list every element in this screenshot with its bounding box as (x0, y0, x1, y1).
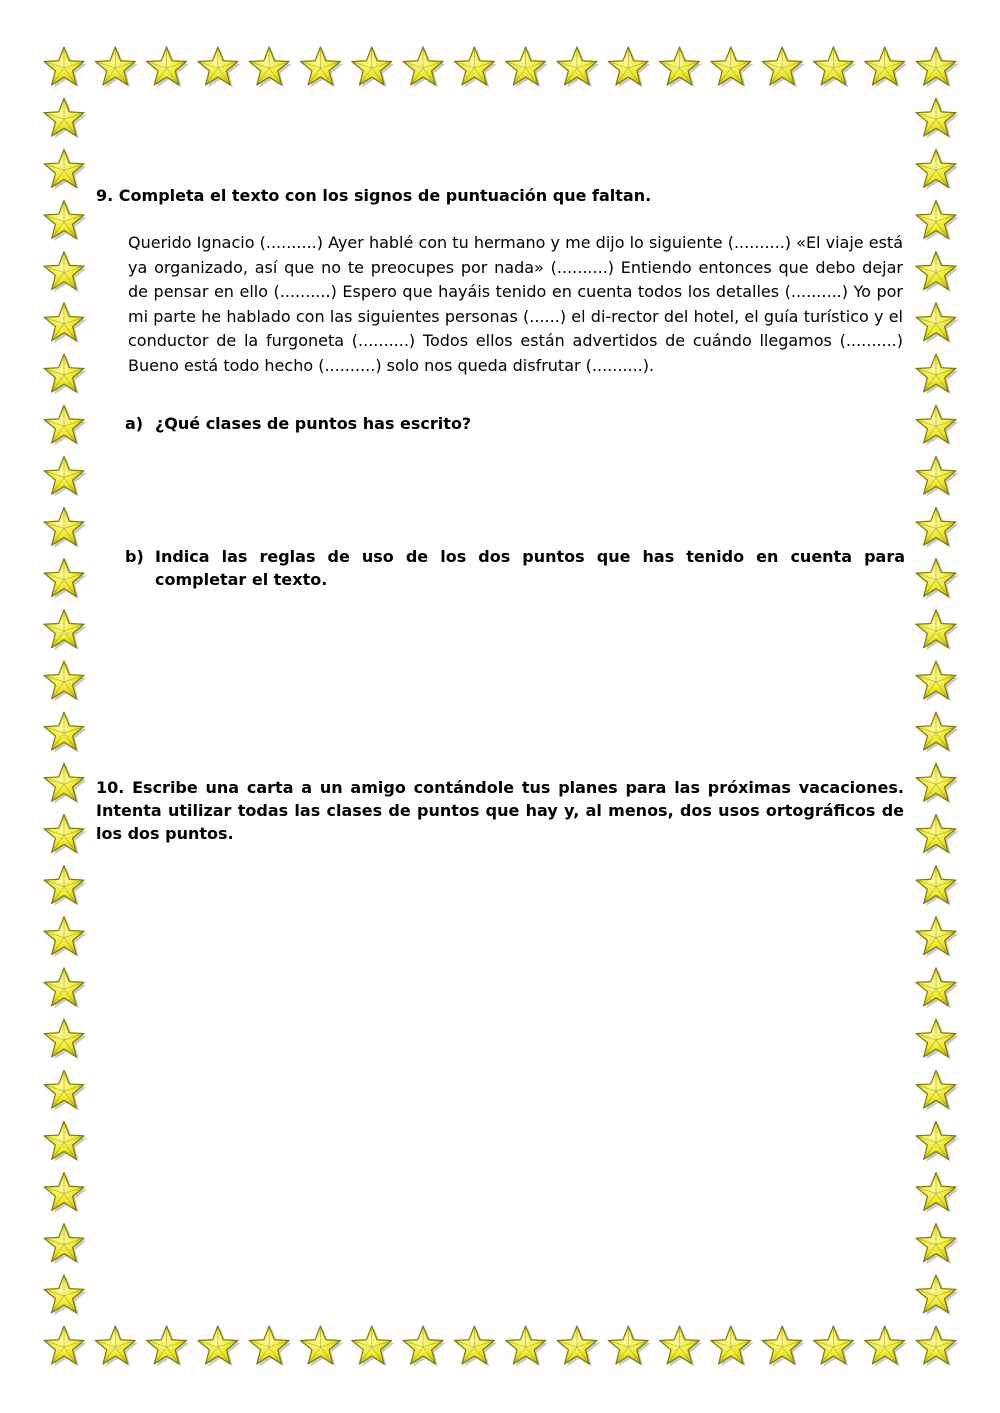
star-icon (916, 661, 958, 701)
star-icon (916, 1275, 958, 1315)
star-icon (865, 1326, 907, 1366)
star-icon (660, 47, 702, 87)
star-icon (44, 610, 86, 650)
star-icon (44, 1121, 86, 1161)
star-icon (454, 47, 496, 87)
star-icon (506, 47, 548, 87)
star-icon (44, 763, 86, 803)
star-icon (711, 1326, 753, 1366)
sub-question-a (125, 412, 905, 435)
star-icon (916, 712, 958, 752)
star-icon (95, 47, 137, 87)
star-icon (44, 507, 86, 547)
star-icon (44, 968, 86, 1008)
star-icon (44, 1173, 86, 1213)
star-icon (44, 712, 86, 752)
star-icon (352, 1326, 394, 1366)
star-icon (44, 98, 86, 138)
star-icon (557, 47, 599, 87)
star-icon (44, 1326, 86, 1366)
star-icon (44, 1275, 86, 1315)
star-icon (916, 354, 958, 394)
star-icon (44, 149, 86, 189)
star-icon (506, 1326, 548, 1366)
star-icon (147, 47, 189, 87)
sub-question-a-text: ¿Qué clases de puntos has escrito? (155, 414, 472, 433)
star-icon (916, 968, 958, 1008)
star-icon (916, 405, 958, 445)
question-10-title: 10. Escribe una carta a un amigo contándole tus planes para las próximas vacaciones. Intenta utilizar todas las clases de puntos que hay y, al menos, dos usos ortográficos de los dos puntos. (96, 778, 904, 843)
star-icon (44, 559, 86, 599)
star-icon (44, 354, 86, 394)
star-icon (403, 47, 445, 87)
star-icon (249, 1326, 291, 1366)
star-icon (44, 200, 86, 240)
star-icon (916, 98, 958, 138)
star-icon (916, 149, 958, 189)
star-icon (95, 1326, 137, 1366)
star-icon (865, 47, 907, 87)
star-icon (916, 1173, 958, 1213)
star-icon (916, 200, 958, 240)
star-icon (916, 1070, 958, 1110)
star-icon (352, 47, 394, 87)
sub-question-b (125, 545, 905, 591)
star-icon (44, 1070, 86, 1110)
star-icon (916, 1019, 958, 1059)
question-9-passage: Querido Ignacio (..........) Ayer hablé con tu hermano y me dijo lo siguiente (..........) «El viaje está ya organizado, así que no te preocupes por nada» (..........) Entiendo entonces que debo dejar de pensar en ello (..........) Espero que hayáis tenido en cuenta todos los detalles (..........) Yo por mi parte he hablado con las siguientes personas (......) el di-rector del hotel, el guía turístico y el conductor de la furgoneta (..........) Todos ellos están advertidos de cuándo llegamos (..........) Bueno está todo hecho (..........) solo nos queda disfrutar (..........). (128, 233, 903, 375)
star-icon (44, 456, 86, 496)
star-icon (608, 1326, 650, 1366)
star-icon (557, 1326, 599, 1366)
star-icon (44, 866, 86, 906)
star-icon (44, 47, 86, 87)
star-icon (198, 1326, 240, 1366)
star-icon (916, 610, 958, 650)
star-icon (44, 252, 86, 292)
star-icon (916, 1326, 958, 1366)
star-icon (44, 303, 86, 343)
star-icon (916, 1121, 958, 1161)
star-icon (44, 814, 86, 854)
star-icon (916, 917, 958, 957)
star-icon (916, 814, 958, 854)
star-icon (916, 507, 958, 547)
star-icon (916, 866, 958, 906)
star-icon (660, 1326, 702, 1366)
star-icon (762, 1326, 804, 1366)
sub-question-b-letter: b) (125, 547, 144, 566)
sub-question-b-text: Indica las reglas de uso de los dos puntos que has tenido en cuenta para completar el texto. (155, 547, 905, 589)
star-icon (916, 252, 958, 292)
star-icon (147, 1326, 189, 1366)
star-icon (916, 456, 958, 496)
star-icon (711, 47, 753, 87)
star-icon (198, 47, 240, 87)
sub-question-a-letter: a) (125, 414, 144, 433)
star-icon (916, 1224, 958, 1264)
star-icon (813, 47, 855, 87)
star-icon (44, 1019, 86, 1059)
question-9-title: 9. Completa el texto con los signos de puntuación que faltan. (96, 186, 652, 205)
star-icon (249, 47, 291, 87)
star-icon (454, 1326, 496, 1366)
star-icon (403, 1326, 445, 1366)
star-icon (44, 1224, 86, 1264)
star-icon (916, 559, 958, 599)
star-icon (916, 763, 958, 803)
star-icon (916, 47, 958, 87)
star-icon (762, 47, 804, 87)
star-icon (44, 661, 86, 701)
star-icon (608, 47, 650, 87)
star-icon (300, 1326, 342, 1366)
star-icon (44, 917, 86, 957)
star-icon (300, 47, 342, 87)
star-icon (44, 405, 86, 445)
star-icon (916, 303, 958, 343)
star-icon (813, 1326, 855, 1366)
